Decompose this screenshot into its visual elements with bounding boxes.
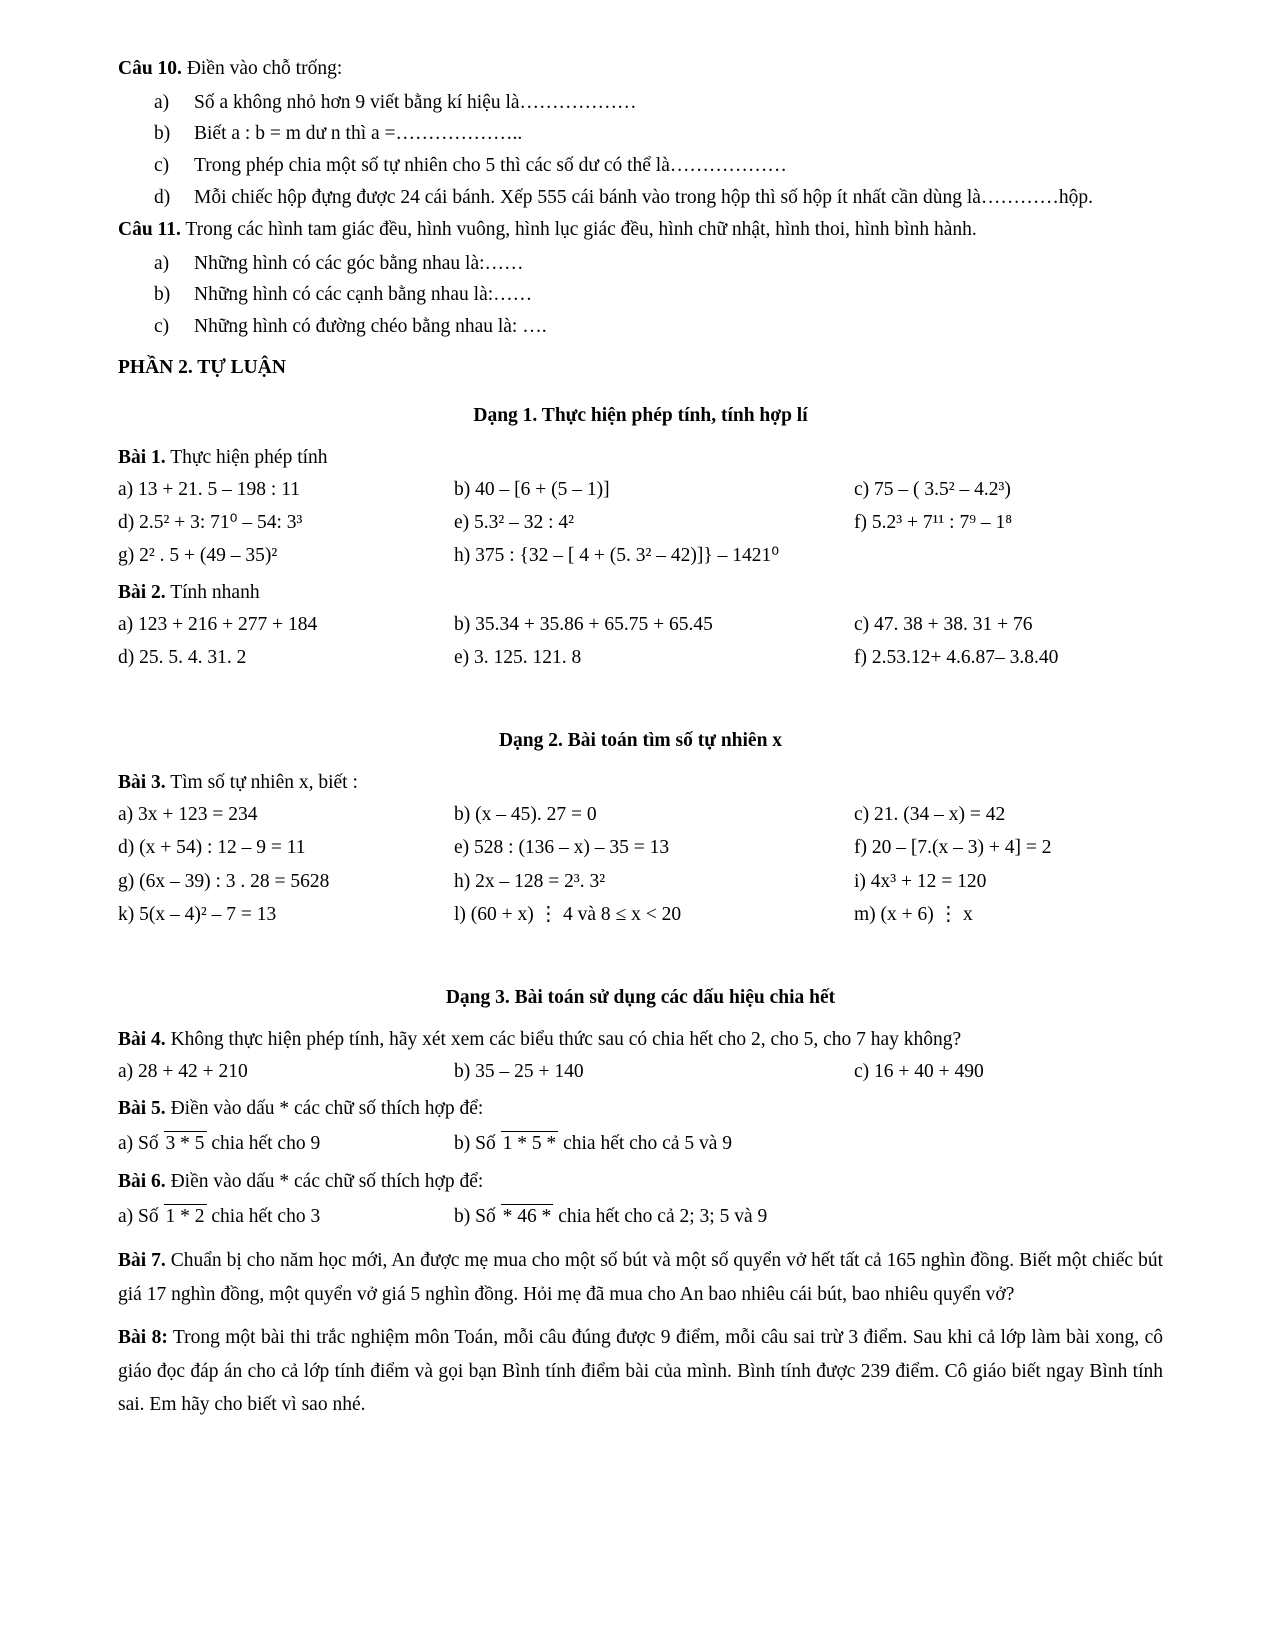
exercise-item: a) 13 + 21. 5 – 198 : 11 [118, 478, 300, 500]
list-item [154, 248, 1163, 280]
section-heading-phan2: PHẦN 2. TỰ LUẬN [118, 356, 286, 378]
exercise-item: c) 16 + 40 + 490 [854, 1060, 984, 1082]
exercise-item: e) 528 : (136 – x) – 35 = 13 [454, 837, 670, 859]
overline-number: 1 * 5 * [501, 1131, 559, 1156]
list-item-marker: d) [154, 186, 171, 208]
exercise-suffix: chia hết cho cả 2; 3; 5 và 9 [558, 1206, 768, 1228]
exercise-item: g) (6x – 39) : 3 . 28 = 5628 [118, 870, 330, 892]
exercise-item: k) 5(x – 4)² – 7 = 13 [118, 903, 277, 925]
exercise-item: a) 28 + 42 + 210 [118, 1060, 248, 1082]
exercise-suffix: chia hết cho 9 [211, 1133, 321, 1155]
exercise-item: f) 20 – [7.(x – 3) + 4] = 2 [854, 837, 1052, 859]
bai-7-paragraph [118, 1244, 1163, 1311]
exercise-item: c) 21. (34 – x) = 42 [854, 804, 1006, 826]
list-item-marker: b) [154, 284, 171, 306]
exercise-item: l) (60 + x) ⋮ 4 và 8 ≤ x < 20 [454, 903, 682, 925]
bai-4-label: Bài 4. [118, 1028, 166, 1050]
exercise-item: b) 35.34 + 35.86 + 65.75 + 65.45 [454, 614, 713, 636]
bai-8-label: Bài 8: [118, 1327, 168, 1349]
list-item-text: Biết a : b = m dư n thì a =……………….. [194, 123, 523, 145]
bai-1-row [118, 473, 1163, 506]
exercise-item: d) 25. 5. 4. 31. 2 [118, 647, 247, 669]
spacer [118, 674, 1163, 704]
exercise-item: g) 2² . 5 + (49 – 35)² [118, 544, 278, 566]
exercise-item: f) 2.53.12+ 4.6.87– 3.8.40 [854, 647, 1059, 669]
bai-7-label: Bài 7. [118, 1250, 166, 1272]
bai-3-heading [118, 772, 1163, 794]
exercise-item: e) 3. 125. 121. 8 [454, 647, 582, 669]
exercise-prefix: a) Số [118, 1133, 159, 1155]
bai-1-heading [118, 447, 1163, 469]
bai-4-heading [118, 1029, 1163, 1051]
bai-1-row [118, 539, 1163, 572]
question-10-label: Câu 10. [118, 58, 182, 79]
exercise-item [454, 1199, 1163, 1234]
bai-5-label: Bài 5. [118, 1098, 166, 1120]
exercise-item: a) 3x + 123 = 234 [118, 804, 258, 826]
exercise-suffix: chia hết cho 3 [211, 1206, 321, 1228]
list-item-text: Những hình có các góc bằng nhau là:…… [194, 252, 524, 274]
exercise-item: b) 40 – [6 + (5 – 1)] [454, 478, 610, 500]
exercise-item: b) 35 – 25 + 140 [454, 1060, 584, 1082]
list-item [154, 118, 1163, 150]
bai-2-row [118, 641, 1163, 674]
exercise-item: m) (x + 6) ⋮ x [854, 903, 973, 925]
dang-3-title: Dạng 3. Bài toán sử dụng các dấu hiệu chia hết [445, 986, 836, 1008]
exercise-item [854, 539, 1163, 572]
bai-2-label: Bài 2. [118, 582, 166, 604]
bai-7-text: Chuẩn bị cho năm học mới, An được mẹ mua cho một số bút và một số quyển vở hết tất cả 165 nghìn đồng. Biết một chiếc bút giá 17 nghìn đồng, một quyển vở giá 5 nghìn đồng. Hỏi mẹ đã mua cho An bao nhiêu cái bút, bao nhiêu quyển vở? [118, 1250, 1163, 1305]
bai-2-title: Tính nhanh [170, 582, 260, 604]
bai-6-title: Điền vào dấu * các chữ số thích hợp để: [170, 1171, 484, 1193]
bai-6-label: Bài 6. [118, 1171, 166, 1193]
list-item [154, 311, 1163, 343]
question-10-title: Điền vào chỗ trống: [186, 58, 343, 79]
exercise-item: d) (x + 54) : 12 – 9 = 11 [118, 837, 306, 859]
list-item-marker: c) [154, 316, 170, 338]
overline-number: 3 * 5 [164, 1131, 207, 1156]
bai-4-row [118, 1055, 1163, 1088]
bai-8-paragraph [118, 1321, 1163, 1422]
bai-8-text: Trong một bài thi trắc nghiệm môn Toán, mỗi câu đúng được 9 điểm, mỗi câu sai trừ 3 điểm. Sau khi cả lớp làm bài xong, cô giáo đọc đáp án cho cả lớp tính điểm và gọi bạn Bình tính điểm bài của mình. Bình tính được 239 điểm. Cô giáo biết ngay Bình tính sai. Em hãy cho biết vì sao nhé. [118, 1327, 1163, 1416]
list-item-text: Những hình có đường chéo bằng nhau là: …. [194, 316, 547, 338]
list-item-text: Mỗi chiếc hộp đựng được 24 cái bánh. Xếp 555 cái bánh vào trong hộp thì số hộp ít nhất cần dùng là…………hộp. [194, 186, 1094, 208]
bai-6-heading [118, 1171, 1163, 1193]
exercise-prefix: a) Số [118, 1206, 159, 1228]
bai-5-title: Điền vào dấu * các chữ số thích hợp để: [170, 1098, 484, 1120]
list-item-text: Những hình có các cạnh bằng nhau là:…… [194, 284, 533, 306]
exercise-item: f) 5.2³ + 7¹¹ : 7⁹ – 1⁸ [854, 511, 1013, 533]
list-item-text: Số a không nhỏ hơn 9 viết bằng kí hiệu là……………… [194, 91, 637, 113]
list-item [154, 150, 1163, 182]
exercise-item: c) 47. 38 + 38. 31 + 76 [854, 614, 1033, 636]
exercise-item: e) 5.3² – 32 : 4² [454, 511, 575, 533]
bai-6-row [118, 1199, 1163, 1234]
exercise-item: b) (x – 45). 27 = 0 [454, 804, 597, 826]
question-11-heading [118, 215, 1163, 246]
bai-2-row [118, 608, 1163, 641]
exercise-prefix: b) Số [454, 1206, 496, 1228]
list-item-marker: b) [154, 123, 171, 145]
dang-1-title: Dạng 1. Thực hiện phép tính, tính hợp lí [473, 404, 808, 426]
exercise-suffix: chia hết cho cả 5 và 9 [563, 1133, 733, 1155]
question-11-title: Trong các hình tam giác đều, hình vuông, hình lục giác đều, hình chữ nhật, hình thoi, hình bình hành. [185, 219, 977, 241]
bai-3-title: Tìm số tự nhiên x, biết : [170, 772, 358, 794]
list-item-marker: a) [154, 252, 170, 274]
exercise-item: d) 2.5² + 3: 71⁰ – 54: 3³ [118, 511, 303, 533]
bai-5-row [118, 1126, 1163, 1161]
exercise-item [454, 1126, 1163, 1161]
exercise-item [118, 1126, 454, 1161]
bai-1-row [118, 506, 1163, 539]
exercise-item: h) 2x – 128 = 2³. 3² [454, 870, 606, 892]
exercise-item: i) 4x³ + 12 = 120 [854, 870, 987, 892]
list-item-marker: c) [154, 154, 170, 176]
bai-4-title: Không thực hiện phép tính, hãy xét xem các biểu thức sau có chia hết cho 2, cho 5, cho 7 hay không? [170, 1028, 962, 1050]
bai-3-row [118, 798, 1163, 831]
list-item-text: Trong phép chia một số tự nhiên cho 5 thì các số dư có thể là……………… [194, 154, 787, 176]
list-item-marker: a) [154, 91, 170, 113]
list-item [154, 182, 1163, 214]
bai-1-title: Thực hiện phép tính [170, 446, 328, 468]
list-item [154, 87, 1163, 119]
overline-number: 1 * 2 [164, 1204, 207, 1229]
bai-1-label: Bài 1. [118, 446, 166, 468]
exercise-item: h) 375 : {32 – [ 4 + (5. 3² – 42)]} – 1421⁰ [454, 544, 780, 566]
bai-3-row [118, 865, 1163, 898]
bai-3-row [118, 898, 1163, 931]
question-11-label: Câu 11. [118, 219, 181, 241]
exercise-item: a) 123 + 216 + 277 + 184 [118, 614, 318, 636]
bai-3-row [118, 831, 1163, 864]
bai-2-heading [118, 582, 1163, 604]
exercise-item: c) 75 – ( 3.5² – 4.2³) [854, 478, 1011, 500]
question-11-items [118, 248, 1163, 343]
question-10-items [118, 87, 1163, 213]
list-item [154, 279, 1163, 311]
dang-2-title: Dạng 2. Bài toán tìm số tự nhiên x [498, 730, 783, 752]
question-10-heading [118, 54, 1163, 85]
exercise-prefix: b) Số [454, 1133, 496, 1155]
exercise-item [118, 1199, 454, 1234]
bai-3-label: Bài 3. [118, 772, 166, 794]
overline-number: * 46 * [501, 1204, 554, 1229]
spacer [118, 931, 1163, 961]
bai-5-heading [118, 1098, 1163, 1120]
